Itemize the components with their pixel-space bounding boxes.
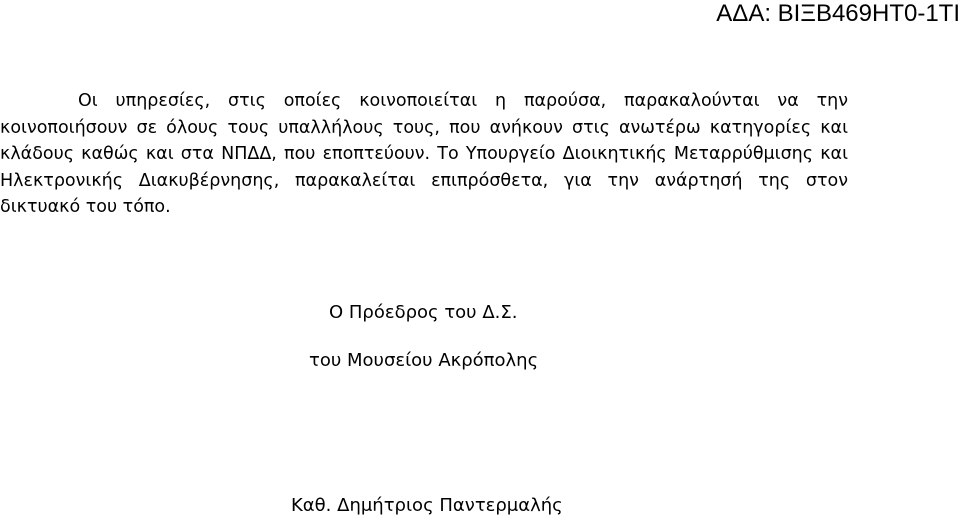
signature-name: Καθ. Δημήτριος Παντερμαλής xyxy=(291,495,563,516)
signature-organization: του Μουσείου Ακρόπολης xyxy=(309,350,539,371)
signature-title: Ο Πρόεδρος του Δ.Σ. xyxy=(329,302,518,323)
body-paragraph: Οι υπηρεσίες, στις οποίες κοινοποιείται η παρούσα, παρακαλούνται να την κοινοποιήσουν σε όλους τους υπαλλήλους τους, που ανήκουν στις ανωτέρω κατηγορίες και κλάδους καθώς και στα ΝΠΔΔ, που εποπτεύουν. Το Υπουργείο Διοικητικής Μεταρρύθμισης και Ηλεκτρονικής Διακυβέρνησης, παρακαλείται επιπρόσθετα, για την ανάρτησή της στον δικτυακό του τόπο. xyxy=(0,91,848,217)
ada-code: ΑΔΑ: ΒΙΞΒ469ΗΤ0-1ΤΙ xyxy=(716,0,960,27)
